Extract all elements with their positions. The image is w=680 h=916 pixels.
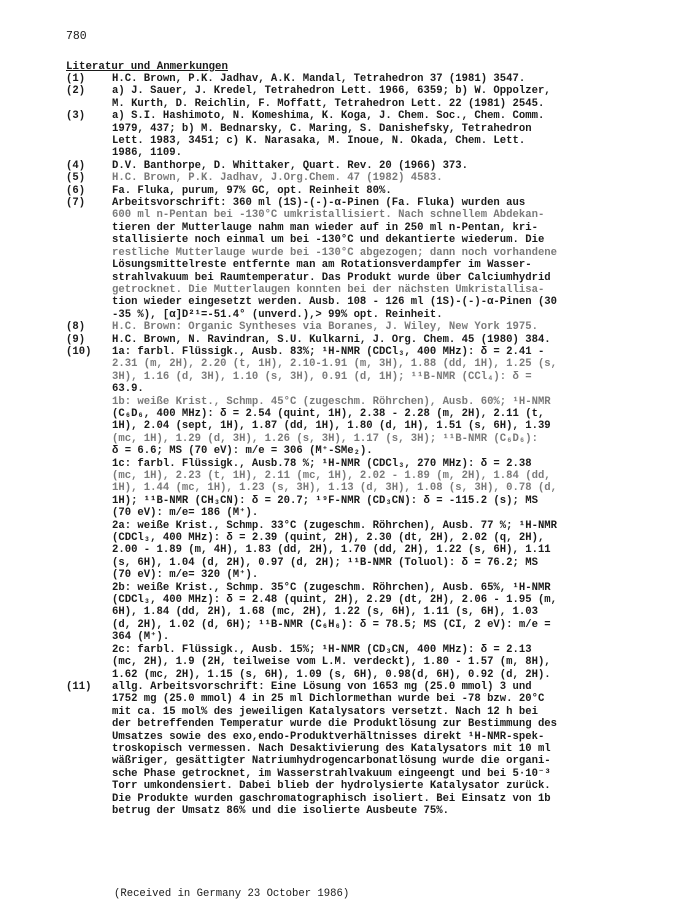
reference-line: 1.62 (mc, 2H), 1.15 (s, 6H), 1.09 (s, 6H), 0.98(d, 6H), 0.92 (d, 2H). bbox=[112, 668, 551, 681]
reference-line: (70 eV): m/e= 186 (M⁺). bbox=[112, 507, 259, 520]
reference-line: getrocknet. Die Mutterlaugen konnten bei der nächsten Umkristallisa- bbox=[112, 283, 545, 296]
reference-number: (8) bbox=[66, 321, 86, 334]
reference-line: der betreffenden Temperatur wurde die Produktlösung zur Bestimmung des bbox=[112, 718, 558, 731]
reference-number: (7) bbox=[66, 197, 86, 210]
reference-number: (11) bbox=[66, 680, 92, 693]
reference-line: a) J. Sauer, J. Kredel, Tetrahedron Lett. 1966, 6359; b) W. Oppolzer, bbox=[112, 85, 551, 98]
reference-line: wäßriger, gesättigter Natriumhydrogencarbonatlösung wurde die organi- bbox=[112, 755, 551, 768]
reference-line: D.V. Banthorpe, D. Whittaker, Quart. Rev. 20 (1966) 373. bbox=[112, 159, 469, 172]
reference-line: strahlvakuum bei Raumtemperatur. Das Produkt wurde über Calciumhydrid bbox=[112, 271, 551, 284]
reference-number: (1) bbox=[66, 73, 86, 85]
reference-line: 1H); ¹¹B-NMR (CH₃CN): δ = 20.7; ¹⁹F-NMR (CD₃CN): δ = -115.2 (s); MS bbox=[112, 494, 538, 507]
reference-text bbox=[112, 85, 666, 110]
reference-line: (CDCl₃, 400 MHz): δ = 2.48 (quint, 2H), 2.29 (dt, 2H), 2.06 - 1.95 (m, bbox=[112, 594, 558, 607]
reference-text bbox=[112, 197, 666, 321]
reference-line: (d, 2H), 1.02 (d, 6H); ¹¹B-NMR (C₆H₆): δ = 78.5; MS (CI, 2 eV): m/e = bbox=[112, 618, 551, 631]
reference-entry bbox=[66, 197, 666, 321]
reference-line: a) S.I. Hashimoto, N. Komeshima, K. Koga, J. Chem. Soc., Chem. Comm. bbox=[112, 110, 545, 123]
reference-line: tieren der Mutterlauge nahm man wieder auf in 250 ml n-Pentan, kri- bbox=[112, 221, 538, 234]
reference-line: restliche Mutterlauge wurde bei -130°C abgezogen; dann noch vorhandene bbox=[112, 246, 558, 259]
reference-line: M. Kurth, D. Reichlin, F. Moffatt, Tetrahedron Lett. 22 (1981) 2545. bbox=[112, 97, 545, 110]
reference-number: (3) bbox=[66, 110, 86, 123]
received-note: (Received in Germany 23 October 1986) bbox=[114, 888, 350, 900]
reference-line: 1752 mg (25.0 mmol) 4 in 25 ml Dichlormethan wurde bei -78 bzw. 20°C bbox=[112, 693, 545, 706]
reference-line: H.C. Brown: Organic Syntheses via Boranes, J. Wiley, New York 1975. bbox=[112, 321, 538, 334]
reference-line: 63.9. bbox=[112, 383, 144, 396]
reference-number: (4) bbox=[66, 159, 86, 172]
reference-line: H.C. Brown, P.K. Jadhav, A.K. Mandal, Tetrahedron 37 (1981) 3547. bbox=[112, 73, 526, 85]
reference-line: stallisierte noch einmal um bei -130°C und dekantierte wiederum. Die bbox=[112, 234, 545, 247]
reference-line: mit ca. 15 mol% des jeweiligen Katalysators versetzt. Nach 12 h bei bbox=[112, 705, 538, 718]
reference-line: δ = 6.6; MS (70 eV): m/e = 306 (M⁺-SMe₂). bbox=[112, 445, 373, 458]
reference-line: 2.31 (m, 2H), 2.20 (t, 1H), 2.10-1.91 (m, 3H), 1.88 (dd, 1H), 1.25 (s, bbox=[112, 358, 558, 371]
reference-line: (70 eV): m/e= 320 (M⁺). bbox=[112, 569, 259, 582]
reference-text bbox=[112, 73, 666, 85]
reference-line: (C₆D₆, 400 MHz): δ = 2.54 (quint, 1H), 2.38 - 2.28 (m, 2H), 2.11 (t, bbox=[112, 407, 545, 420]
reference-line: betrug der Umsatz 86% und die isolierte Ausbeute 75%. bbox=[112, 804, 449, 817]
reference-line: 1b: weiße Krist., Schmp. 45°C (zugeschm. Röhrchen), Ausb. 60%; ¹H-NMR bbox=[112, 395, 551, 408]
reference-text bbox=[112, 110, 666, 160]
reference-line: Torr umkondensiert. Dabei blieb der hydrolysierte Katalysator zurück. bbox=[112, 780, 551, 793]
reference-line: 1H), 2.04 (sept, 1H), 1.87 (dd, 1H), 1.80 (d, 1H), 1.51 (s, 6H), 1.39 bbox=[112, 420, 551, 433]
reference-line: 364 (M⁺). bbox=[112, 631, 170, 644]
reference-line: Lett. 1983, 3451; c) K. Narasaka, M. Inoue, N. Okada, Chem. Lett. bbox=[112, 135, 526, 148]
reference-number: (10) bbox=[66, 345, 92, 358]
reference-line: 2.00 - 1.89 (m, 4H), 1.83 (dd, 2H), 1.70 (dd, 2H), 1.22 (s, 6H), 1.11 bbox=[112, 544, 551, 557]
reference-line: 2c: farbl. Flüssigk., Ausb. 15%; ¹H-NMR (CD₃CN, 400 MHz): δ = 2.13 bbox=[112, 643, 532, 656]
reference-line: 3H), 1.16 (d, 3H), 1.10 (s, 3H), 0.91 (d, 1H); ¹¹B-NMR (CCl₄): δ = bbox=[112, 370, 532, 383]
reference-line: (CDCl₃, 400 MHz): δ = 2.39 (quint, 2H), 2.30 (dt, 2H), 2.02 (q, 2H), bbox=[112, 532, 545, 545]
reference-line: (s, 6H), 1.04 (d, 2H), 0.97 (d, 2H); ¹¹B-NMR (Toluol): δ = 76.2; MS bbox=[112, 556, 538, 569]
reference-line: 2a: weiße Krist., Schmp. 33°C (zugeschm. Röhrchen), Ausb. 77 %; ¹H-NMR bbox=[112, 519, 558, 532]
reference-entry bbox=[66, 73, 666, 85]
reference-line: allg. Arbeitsvorschrift: Eine Lösung von 1653 mg (25.0 mmol) 3 und bbox=[112, 680, 532, 693]
reference-line: 1H), 1.44 (mc, 1H), 1.23 (s, 3H), 1.13 (d, 3H), 1.08 (s, 3H), 0.78 (d, bbox=[112, 482, 558, 495]
reference-text bbox=[112, 160, 666, 172]
reference-line: Lösungsmittelreste entfernte man am Rotationsverdampfer im Wasser- bbox=[112, 259, 532, 272]
reference-entry bbox=[66, 185, 666, 197]
reference-line: (mc, 2H), 1.9 (2H, teilweise vom L.M. verdeckt), 1.80 - 1.57 (m, 8H), bbox=[112, 656, 551, 669]
reference-number: (9) bbox=[66, 333, 86, 346]
reference-entry bbox=[66, 160, 666, 172]
references-list bbox=[66, 73, 666, 817]
reference-line: 1a: farbl. Flüssigk., Ausb. 83%; ¹H-NMR (CDCl₃, 400 MHz): δ = 2.41 - bbox=[112, 345, 545, 358]
reference-line: sche Phase getrocknet, im Wasserstrahlvakuum eingeengt und bei 5·10⁻³ bbox=[112, 767, 551, 780]
reference-line: 600 ml n-Pentan bei -130°C umkristallisiert. Nach schnellem Abdekan- bbox=[112, 209, 545, 222]
reference-entry bbox=[66, 321, 666, 333]
reference-entry bbox=[66, 85, 666, 110]
reference-line: 1986, 1109. bbox=[112, 147, 182, 160]
references-heading: Literatur und Anmerkungen bbox=[66, 61, 228, 73]
reference-line: Arbeitsvorschrift: 360 ml (1S)-(-)-α-Pinen (Fa. Fluka) wurden aus bbox=[112, 197, 526, 210]
reference-number: (2) bbox=[66, 85, 86, 98]
reference-line: -35 %), [α]D²¹=-51.4° (unverd.),> 99% opt. Reinheit. bbox=[112, 308, 443, 321]
reference-line: (mc, 1H), 2.23 (t, 1H), 2.11 (mc, 1H), 2.02 - 1.89 (m, 2H), 1.84 (dd, bbox=[112, 470, 551, 482]
reference-text bbox=[112, 681, 666, 817]
reference-entry bbox=[66, 172, 666, 184]
reference-line: Fa. Fluka, purum, 97% GC, opt. Reinheit 80%. bbox=[112, 184, 392, 197]
reference-line: Die Produkte wurden gaschromatographisch isoliert. Bei Einsatz von 1b bbox=[112, 792, 551, 805]
reference-text bbox=[112, 172, 666, 184]
reference-line: 1c: farbl. Flüssigk., Ausb.78 %; ¹H-NMR (CDCl₃, 270 MHz): δ = 2.38 bbox=[112, 457, 532, 470]
reference-text bbox=[112, 321, 666, 333]
reference-line: 1979, 437; b) M. Bednarsky, C. Maring, S. Danishefsky, Tetrahedron bbox=[112, 122, 532, 135]
reference-entry bbox=[66, 334, 666, 346]
reference-text bbox=[112, 346, 666, 681]
reference-entry bbox=[66, 681, 666, 817]
page-number: 780 bbox=[66, 30, 87, 43]
reference-number: (6) bbox=[66, 184, 86, 197]
reference-entry bbox=[66, 346, 666, 681]
reference-entry bbox=[66, 110, 666, 160]
reference-text bbox=[112, 185, 666, 197]
reference-line: H.C. Brown, P.K. Jadhav, J.Org.Chem. 47 (1982) 4583. bbox=[112, 172, 443, 185]
reference-line: troskopisch vermessen. Nach Desaktivierung des Katalysators mit 10 ml bbox=[112, 742, 551, 755]
reference-line: (mc, 1H), 1.29 (d, 3H), 1.26 (s, 3H), 1.17 (s, 3H); ¹¹B-NMR (C₆D₆): bbox=[112, 432, 538, 445]
reference-number: (5) bbox=[66, 172, 86, 185]
reference-text bbox=[112, 334, 666, 346]
reference-line: 2b: weiße Krist., Schmp. 35°C (zugeschm. Röhrchen), Ausb. 65%, ¹H-NMR bbox=[112, 581, 551, 594]
reference-line: 6H), 1.84 (dd, 2H), 1.68 (mc, 2H), 1.22 (s, 6H), 1.11 (s, 6H), 1.03 bbox=[112, 606, 538, 619]
reference-line: Umsatzes sowie des exo,endo-Produktverhältnisses direkt ¹H-NMR-spek- bbox=[112, 730, 545, 743]
reference-line: H.C. Brown, N. Ravindran, S.U. Kulkarni, J. Org. Chem. 45 (1980) 384. bbox=[112, 333, 551, 346]
reference-line: tion wieder eingesetzt werden. Ausb. 108 - 126 ml (1S)-(-)-α-Pinen (30 bbox=[112, 296, 558, 309]
